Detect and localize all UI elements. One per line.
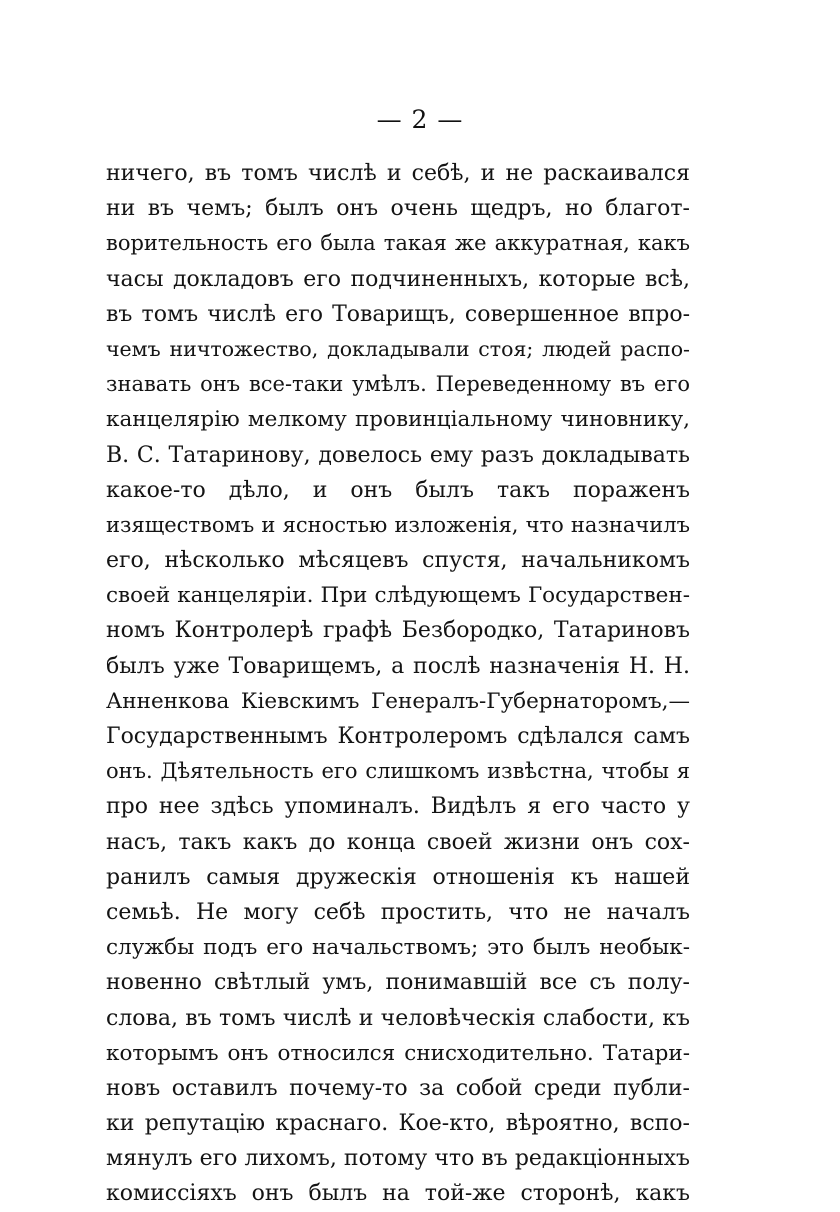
- text-line: ворительность его была такая же аккуратная, какъ: [106, 231, 690, 256]
- text-line: его, нѣсколько мѣсяцевъ спустя, начальникомъ: [106, 548, 690, 574]
- text-line: какое-то дѣло, и онъ былъ такъ пораженъ: [106, 477, 690, 503]
- text-line: комиссіяхъ онъ былъ на той-же сторонѣ, какъ: [106, 1181, 690, 1207]
- text-line: про нее здѣсь упоминалъ. Видѣлъ я его часто у: [106, 794, 690, 820]
- text-line: ни въ чемъ; былъ онъ очень щедръ, но благот-: [106, 196, 690, 222]
- text-line: номъ Контролерѣ графѣ Безбородко, Татариновъ: [106, 618, 690, 644]
- text-line: изяществомъ и ясностью изложенія, что назначилъ: [106, 512, 690, 537]
- text-line: ничего, въ томъ числѣ и себѣ, и не раскаивался: [106, 161, 690, 186]
- text-line: Анненкова Кіевскимъ Генералъ-Губернаторомъ,—: [106, 688, 690, 714]
- text-line: которымъ онъ относился снисходительно. Татари-: [106, 1040, 690, 1066]
- text-line: новенно свѣтлый умъ, понимавшій все съ полу-: [106, 970, 690, 996]
- text-line: своей канцеляріи. При слѣдующемъ Государствен-: [106, 583, 690, 609]
- text-line: въ томъ числѣ его Товарищъ, совершенное впро-: [106, 301, 690, 327]
- text-line: Государственнымъ Контролеромъ сдѣлался самъ: [106, 724, 690, 749]
- text-line: былъ уже Товарищемъ, а послѣ назначенія Н. Н.: [106, 653, 690, 679]
- text-line: мянулъ его лихомъ, потому что въ редакціонныхъ: [106, 1146, 690, 1172]
- text-line: канцелярію мелкому провинціальному чиновнику,: [106, 407, 690, 433]
- text-line: часы докладовъ его подчиненныхъ, которые всѣ,: [106, 266, 690, 292]
- text-line: новъ оставилъ почему-то за собой среди публи-: [106, 1075, 690, 1101]
- text-line: В. С. Татаринову, довелось ему разъ докладывать: [106, 442, 690, 468]
- text-line: насъ, такъ какъ до конца своей жизни онъ сох-: [106, 829, 690, 855]
- body-text: [106, 156, 690, 1212]
- text-line: слова, въ томъ числѣ и человѣческія слабости, къ: [106, 1005, 690, 1031]
- text-line: ранилъ самыя дружескія отношенія къ нашей: [106, 864, 690, 890]
- text-line: семьѣ. Не могу себѣ простить, что не началъ: [106, 899, 690, 925]
- page-number: — 2 —: [376, 105, 464, 134]
- text-line: службы подъ его начальствомъ; это былъ необык-: [106, 935, 690, 961]
- text-line: онъ. Дѣятельность его слишкомъ извѣстна, чтобы я: [106, 759, 690, 784]
- text-line: знавать онъ все-таки умѣлъ. Переведенному въ его: [106, 372, 690, 397]
- text-line: чемъ ничтожество, докладывали стоя; людей распо-: [106, 336, 690, 361]
- text-line: ки репутацію краснаго. Кое-кто, вѣроятно, вспо-: [106, 1111, 690, 1137]
